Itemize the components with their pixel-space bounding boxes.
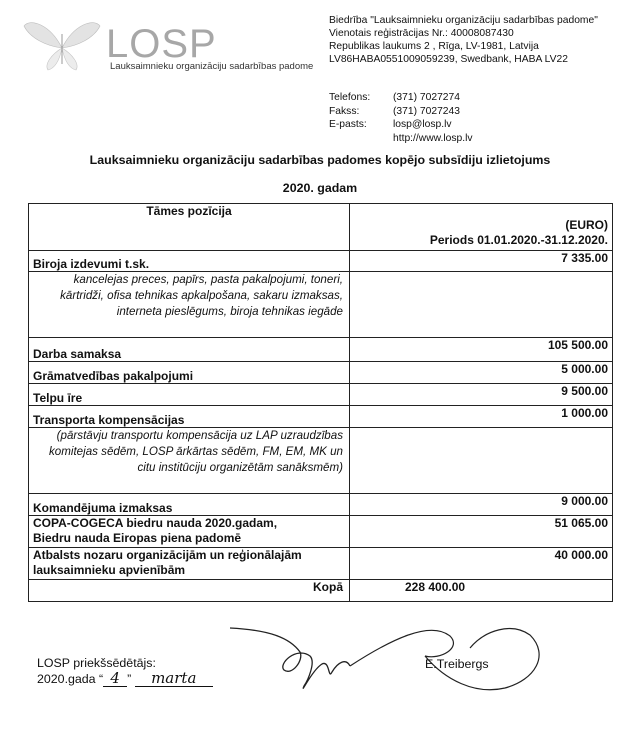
row-label-line: lauksaimnieku apvienībām [33,563,186,577]
row-label-line: Biedru nauda Eiropas piena padomē [33,531,242,545]
row-value: 51 065.00 [350,516,613,548]
row-label: Darba samaksa [29,338,350,362]
row-label [29,548,350,580]
row-label: Komandējuma izmaksas [29,494,350,516]
header-currency: (EURO) [565,218,608,232]
table-row [29,516,613,548]
table-row [29,406,613,428]
contact-email [329,118,473,132]
contact-label [329,132,393,146]
org-bank-account: LV86HABA0551009059239, Swedbank, HABA LV22 [329,54,568,65]
total-value: 228 400.00 [350,580,613,602]
date-month: marta [135,671,213,687]
row-detail: (pārstāvju transportu kompensācija uz LAP uzraudzības komitejas sēdēm, LOSP ārkārtas sēdēm, FM, EM, MK un citu institūciju organizētām sanāksmēm) [29,428,350,494]
table-header-row [29,204,613,251]
org-address: Republikas laukums 2 , Rīga, LV-1981, Latvija [329,41,539,52]
document-year: 2020. gadam [282,181,358,195]
contact-value: losp@losp.lv [393,119,452,131]
date-day: 4 [103,671,127,687]
row-value: 105 500.00 [350,338,613,362]
signer-name: E.Treibergs [425,657,489,671]
signature-date [37,671,213,687]
table-row [29,251,613,272]
logo-tagline: Lauksaimnieku organizāciju sadarbības padome [110,61,314,72]
row-label: Grāmatvedības pakalpojumi [29,362,350,384]
contact-label: Fakss: [329,105,360,117]
date-year-prefix: 2020.gada [37,672,96,686]
row-value: 40 000.00 [350,548,613,580]
table-row [29,384,613,406]
row-detail: kancelejas preces, papīrs, pasta pakalpojumi, toneri, kārtridži, ofisa tehnikas apkalpošana, sakaru izmaksas, interneta pieslēgums, biroja tehnikas iegāde [29,272,350,338]
row-label: Transporta kompensācijas [29,406,350,428]
total-label: Kopā [29,580,350,602]
row-value: 9 500.00 [350,384,613,406]
contact-value: (371) 7027243 [393,105,460,117]
contact-value: http://www.losp.lv [393,132,473,144]
signer-role: LOSP priekšsēdētājs: [37,656,156,670]
row-value-empty [350,428,613,494]
row-label-line: Atbalsts nozaru organizācijām un reģionālajām [33,548,302,562]
contact-website [329,132,473,146]
table-row [29,548,613,580]
contact-label: Telefons: [329,92,371,103]
contact-phone [329,91,473,105]
contact-value: (371) 7027274 [393,92,460,103]
signature-block [37,656,213,687]
table-row [29,494,613,516]
document-title: Lauksaimnieku organizāciju sadarbības padomes kopējo subsīdiju izlietojums [89,153,551,167]
date-quote-open: “ [95,672,104,686]
logo-wordmark: LOSP [106,22,217,66]
row-value: 7 335.00 [350,251,613,272]
org-name: Biedrība "Lauksaimnieku organizāciju sadarbības padome" [329,15,598,26]
row-value-empty [350,272,613,338]
org-registration: Vienotais reģistrācijas Nr.: 40008087430 [329,28,514,39]
header-period-range: Periods 01.01.2020.-31.12.2020. [429,233,608,247]
contact-block [329,91,473,145]
row-label [29,516,350,548]
losp-logo [22,14,312,74]
handwritten-signature [200,600,600,710]
header-position: Tāmes pozīcija [29,204,350,251]
table-row [29,338,613,362]
contact-fax [329,105,473,119]
row-label-line: COPA-COGECA biedru nauda 2020.gadam, [33,516,278,530]
row-value: 9 000.00 [350,494,613,516]
budget-table [28,203,613,602]
table-row [29,362,613,384]
org-details [329,14,598,66]
table-row [29,272,613,338]
contact-label: E-pasts: [329,119,367,131]
date-quote-close: ” [127,672,135,686]
table-row [29,428,613,494]
row-value: 5 000.00 [350,362,613,384]
row-value: 1 000.00 [350,406,613,428]
butterfly-logo-icon [22,14,102,74]
row-label: Biroja izdevumi t.sk. [29,251,350,272]
row-label: Telpu īre [29,384,350,406]
table-total-row [29,580,613,602]
header-period [350,204,613,251]
